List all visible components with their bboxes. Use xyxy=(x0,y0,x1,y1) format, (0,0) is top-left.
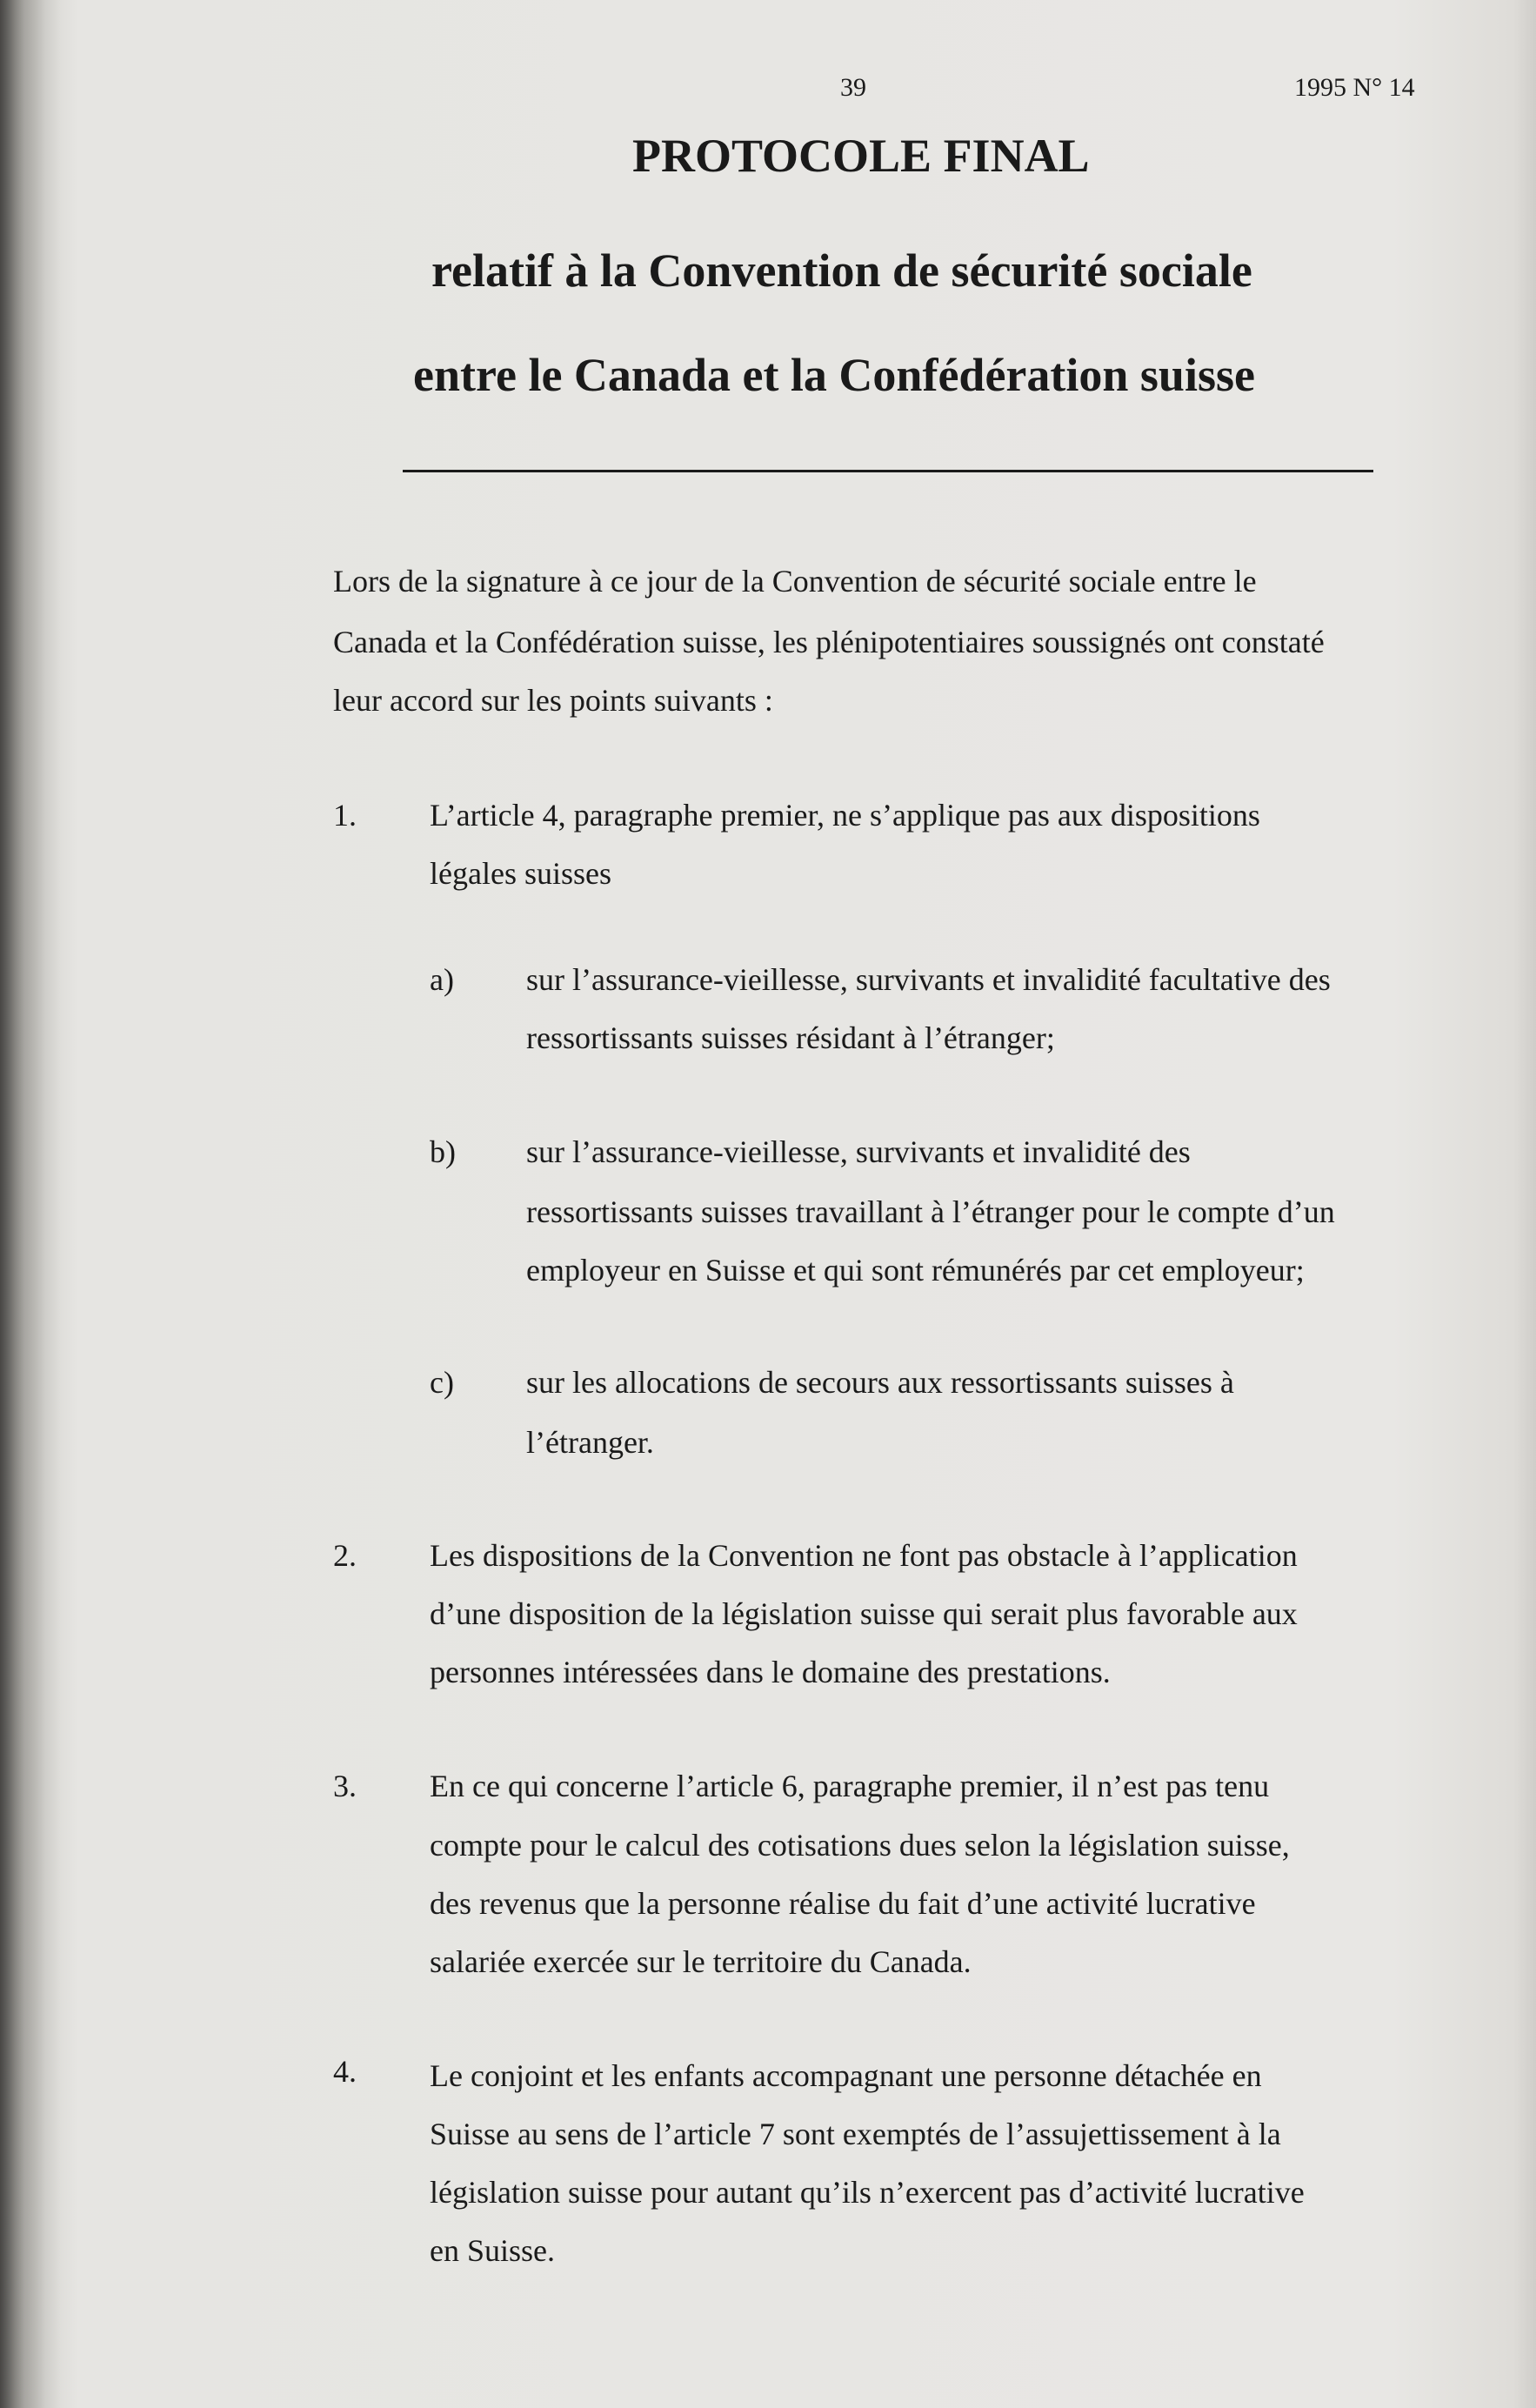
subitem-letter: c) xyxy=(430,1365,454,1400)
subtitle-line-2: entre le Canada et la Confédération suisse xyxy=(413,349,1255,401)
item-line: compte pour le calcul des cotisations dues selon la législation suisse, xyxy=(430,1828,1290,1863)
subitem-line: ressortissants suisses résidant à l’étranger; xyxy=(526,1020,1055,1055)
item-line: d’une disposition de la législation suisse qui serait plus favorable aux xyxy=(430,1596,1298,1631)
main-title: PROTOCOLE FINAL xyxy=(632,130,1090,182)
item-line: législation suisse pour autant qu’ils n’exercent pas d’activité lucrative xyxy=(430,2175,1305,2210)
item-line: Suisse au sens de l’article 7 sont exemptés de l’assujettissement à la xyxy=(430,2117,1281,2151)
item-line: L’article 4, paragraphe premier, ne s’applique pas aux dispositions xyxy=(430,798,1260,833)
subitem-line: sur l’assurance-vieillesse, survivants et invalidité facultative des xyxy=(526,962,1331,997)
subitem-line: ressortissants suisses travaillant à l’étranger pour le compte d’un xyxy=(526,1194,1335,1229)
document-reference: 1995 N° 14 xyxy=(1294,73,1415,102)
item-number: 4. xyxy=(333,2054,357,2089)
subitem-line: sur les allocations de secours aux ressortissants suisses à xyxy=(526,1365,1234,1400)
item-line: légales suisses xyxy=(430,856,611,891)
item-line: personnes intéressées dans le domaine des prestations. xyxy=(430,1655,1111,1689)
item-line: salariée exercée sur le territoire du Canada. xyxy=(430,1944,972,1979)
subtitle-line-1: relatif à la Convention de sécurité sociale xyxy=(431,244,1252,297)
subitem-letter: a) xyxy=(430,962,454,997)
subitem-letter: b) xyxy=(430,1134,456,1169)
intro-line: Lors de la signature à ce jour de la Convention de sécurité sociale entre le xyxy=(333,564,1257,599)
item-line: des revenus que la personne réalise du fait d’une activité lucrative xyxy=(430,1886,1256,1921)
page-number: 39 xyxy=(840,73,866,102)
subitem-line: employeur en Suisse et qui sont rémunérés par cet employeur; xyxy=(526,1253,1305,1288)
item-number: 2. xyxy=(333,1538,357,1573)
intro-line: leur accord sur les points suivants : xyxy=(333,683,773,718)
item-line: Le conjoint et les enfants accompagnant une personne détachée en xyxy=(430,2058,1262,2093)
intro-line: Canada et la Confédération suisse, les plénipotentiaires soussignés ont constaté xyxy=(333,625,1325,659)
title-rule xyxy=(403,470,1373,472)
item-line: Les dispositions de la Convention ne font pas obstacle à l’application xyxy=(430,1538,1298,1573)
subitem-line: l’étranger. xyxy=(526,1425,654,1460)
subitem-line: sur l’assurance-vieillesse, survivants et invalidité des xyxy=(526,1134,1191,1169)
item-line: en Suisse. xyxy=(430,2233,555,2268)
item-line: En ce qui concerne l’article 6, paragraphe premier, il n’est pas tenu xyxy=(430,1769,1270,1803)
item-number: 3. xyxy=(333,1769,357,1803)
item-number: 1. xyxy=(333,798,357,833)
